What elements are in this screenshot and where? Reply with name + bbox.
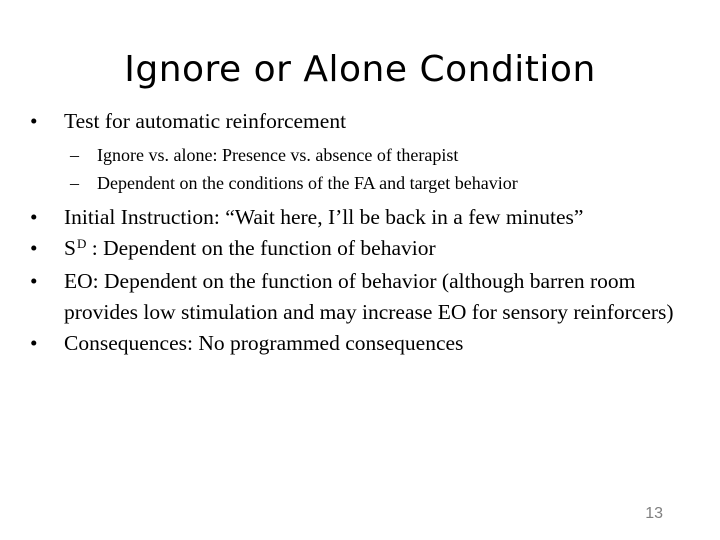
sub-bullet-text: Ignore vs. alone: Presence vs. absence of therapist xyxy=(97,145,459,165)
bullet-icon: • xyxy=(30,236,38,260)
bullet-text: Consequences: No programmed consequences xyxy=(64,331,464,355)
sub-bullet-text: Dependent on the conditions of the FA and target behavior xyxy=(97,173,518,193)
bullet-item xyxy=(30,233,700,266)
bullet-icon: • xyxy=(30,331,38,355)
bullet-text: EO: Dependent on the function of behavior (although barren room provides low stimulation and may increase EO for sensory reinforcers) xyxy=(64,269,674,324)
bullet-icon: • xyxy=(30,205,38,229)
bullet-item xyxy=(30,328,700,359)
dash-icon: – xyxy=(70,173,79,193)
slide-body xyxy=(30,106,700,359)
bullet-item xyxy=(30,106,700,137)
dash-icon: – xyxy=(70,145,79,165)
bullet-item xyxy=(30,266,700,328)
sub-bullet-item xyxy=(30,169,700,197)
slide-title: Ignore or Alone Condition xyxy=(124,49,596,90)
page-number: 13 xyxy=(645,505,663,522)
bullet-icon: • xyxy=(30,109,38,133)
bullet-text: Initial Instruction: “Wait here, I’ll be back in a few minutes” xyxy=(64,205,584,229)
sub-bullet-list xyxy=(30,141,700,197)
sub-bullet-item xyxy=(30,141,700,169)
bullet-item xyxy=(30,202,700,233)
sd-symbol: S xyxy=(64,236,76,260)
bullet-text: Test for automatic reinforcement xyxy=(64,109,347,133)
sd-superscript: D xyxy=(76,236,87,251)
bullet-icon: • xyxy=(30,269,38,293)
bullet-text: : Dependent on the function of behavior xyxy=(86,236,436,260)
